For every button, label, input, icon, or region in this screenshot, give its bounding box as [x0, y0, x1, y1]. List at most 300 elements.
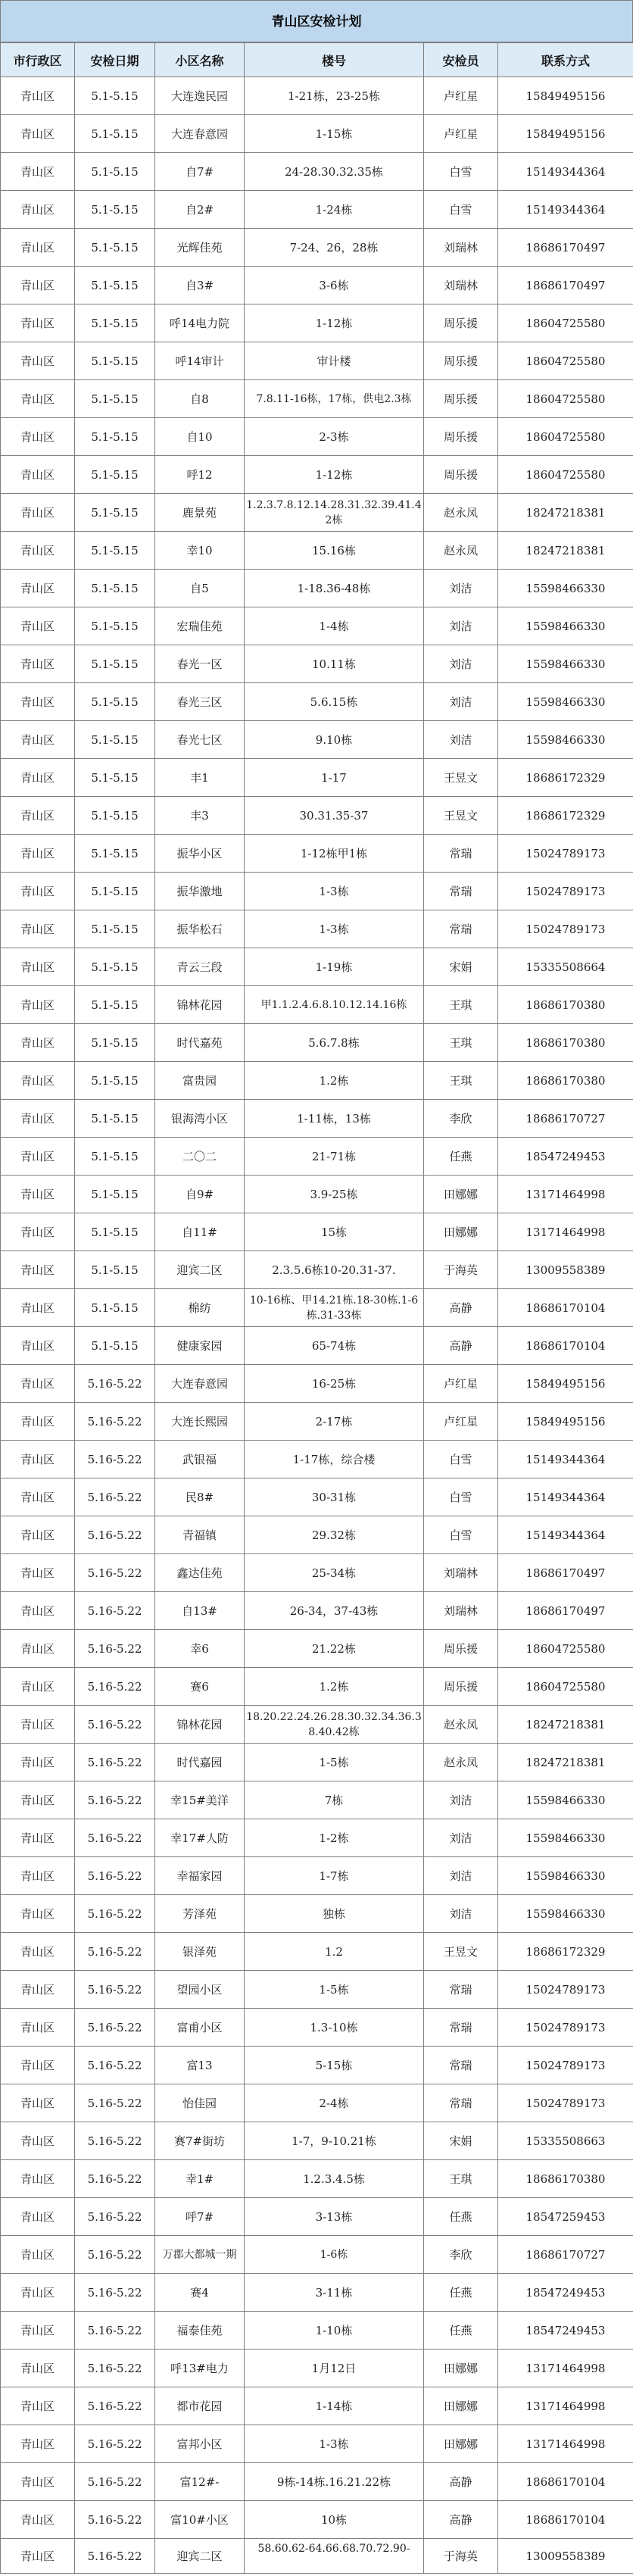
cell-buildings: 7-24、26，28栋 [245, 229, 424, 267]
cell-buildings: 甲1.1.2.4.6.8.10.12.14.16栋 [245, 986, 424, 1024]
cell-contact: 18604725580 [498, 1630, 633, 1668]
cell-date: 5.16-5.22 [75, 1895, 155, 1933]
cell-community: 自3# [155, 267, 245, 304]
cell-inspector: 田娜娜 [424, 1213, 498, 1251]
cell-community: 自8 [155, 380, 245, 418]
cell-inspector: 刘洁 [424, 570, 498, 607]
cell-community: 自13# [155, 1592, 245, 1630]
cell-buildings: 58.60.62-64.66.68.70.72.90- [245, 2539, 424, 2574]
cell-district: 青山区 [1, 1251, 75, 1289]
cell-buildings: 24-28.30.32.35栋 [245, 153, 424, 191]
cell-contact: 13009558389 [498, 1251, 633, 1289]
cell-community: 富邦小区 [155, 2425, 245, 2463]
cell-community: 锦林花园 [155, 1706, 245, 1744]
table-row [1, 115, 633, 153]
cell-inspector: 王昱文 [424, 797, 498, 835]
cell-inspector: 高静 [424, 2501, 498, 2539]
table-row [1, 1327, 633, 1365]
cell-date: 5.1-5.15 [75, 267, 155, 304]
cell-community: 丰1 [155, 759, 245, 797]
cell-community: 幸17#人防 [155, 1819, 245, 1857]
header-community: 小区名称 [155, 43, 245, 77]
cell-community: 鑫达佳苑 [155, 1554, 245, 1592]
cell-contact: 18686170380 [498, 1024, 633, 1062]
cell-contact: 18604725580 [498, 418, 633, 456]
cell-district: 青山区 [1, 2387, 75, 2425]
cell-inspector: 高静 [424, 2463, 498, 2501]
cell-contact: 13171464998 [498, 1213, 633, 1251]
cell-community: 赛6 [155, 1668, 245, 1706]
cell-contact: 15598466330 [498, 1781, 633, 1819]
cell-inspector: 周乐援 [424, 380, 498, 418]
cell-community: 银泽苑 [155, 1933, 245, 1971]
cell-buildings: 1-12栋 [245, 304, 424, 342]
cell-district: 青山区 [1, 1744, 75, 1781]
table-row [1, 229, 633, 267]
cell-district: 青山区 [1, 570, 75, 607]
cell-inspector: 赵永凤 [424, 1744, 498, 1781]
cell-date: 5.16-5.22 [75, 2350, 155, 2387]
cell-district: 青山区 [1, 910, 75, 948]
cell-date: 5.16-5.22 [75, 1706, 155, 1744]
table-row [1, 342, 633, 380]
cell-date: 5.1-5.15 [75, 645, 155, 683]
header-date: 安检日期 [75, 43, 155, 77]
table-row [1, 1024, 633, 1062]
cell-district: 青山区 [1, 2160, 75, 2198]
cell-community: 赛7#街坊 [155, 2122, 245, 2160]
cell-inspector: 刘洁 [424, 1819, 498, 1857]
cell-district: 青山区 [1, 1781, 75, 1819]
cell-date: 5.16-5.22 [75, 1478, 155, 1516]
cell-community: 鹿景苑 [155, 494, 245, 532]
cell-date: 5.1-5.15 [75, 153, 155, 191]
cell-buildings: 65-74栋 [245, 1327, 424, 1365]
cell-community: 呼14审计 [155, 342, 245, 380]
cell-contact: 18247218381 [498, 1744, 633, 1781]
header-buildings: 楼号 [245, 43, 424, 77]
cell-community: 幸10 [155, 532, 245, 570]
cell-date: 5.16-5.22 [75, 2047, 155, 2084]
header-district: 市行政区 [1, 43, 75, 77]
cell-date: 5.16-5.22 [75, 2122, 155, 2160]
cell-date: 5.16-5.22 [75, 1857, 155, 1895]
cell-district: 青山区 [1, 1403, 75, 1441]
cell-inspector: 刘瑞林 [424, 1592, 498, 1630]
cell-community: 振华激地 [155, 873, 245, 910]
sheet-title: 青山区安检计划 [0, 0, 633, 42]
cell-contact: 15598466330 [498, 1819, 633, 1857]
table-row [1, 986, 633, 1024]
cell-community: 春光一区 [155, 645, 245, 683]
cell-district: 青山区 [1, 153, 75, 191]
cell-inspector: 常瑞 [424, 835, 498, 873]
cell-district: 青山区 [1, 607, 75, 645]
cell-inspector: 王琪 [424, 2160, 498, 2198]
cell-date: 5.1-5.15 [75, 986, 155, 1024]
header-contact: 联系方式 [498, 43, 633, 77]
cell-community: 富13 [155, 2047, 245, 2084]
cell-district: 青山区 [1, 77, 75, 115]
table-row [1, 2501, 633, 2539]
cell-inspector: 白雪 [424, 1516, 498, 1554]
cell-community: 迎宾二区 [155, 1251, 245, 1289]
cell-date: 5.1-5.15 [75, 835, 155, 873]
cell-buildings: 7栋 [245, 1781, 424, 1819]
table-row [1, 1251, 633, 1289]
cell-community: 幸福家园 [155, 1857, 245, 1895]
cell-community: 春光三区 [155, 683, 245, 721]
cell-inspector: 常瑞 [424, 910, 498, 948]
cell-contact: 13171464998 [498, 2387, 633, 2425]
cell-district: 青山区 [1, 683, 75, 721]
cell-community: 万郡大都城一期 [155, 2236, 245, 2274]
table-row [1, 532, 633, 570]
cell-district: 青山区 [1, 1100, 75, 1138]
cell-contact: 18604725580 [498, 1668, 633, 1706]
cell-community: 大连春意园 [155, 1365, 245, 1403]
cell-buildings: 9栋-14栋.16.21.22栋 [245, 2463, 424, 2501]
cell-date: 5.1-5.15 [75, 115, 155, 153]
table-row [1, 948, 633, 986]
cell-community: 自7# [155, 153, 245, 191]
cell-contact: 15598466330 [498, 570, 633, 607]
cell-district: 青山区 [1, 2539, 75, 2574]
table-row [1, 1857, 633, 1895]
cell-buildings: 1-18.36-48栋 [245, 570, 424, 607]
cell-inspector: 刘洁 [424, 1895, 498, 1933]
cell-community: 二〇二 [155, 1138, 245, 1176]
table-row [1, 683, 633, 721]
cell-community: 自10 [155, 418, 245, 456]
cell-contact: 13009558389 [498, 2539, 633, 2574]
cell-inspector: 周乐援 [424, 1630, 498, 1668]
cell-inspector: 卢红星 [424, 115, 498, 153]
cell-community: 望园小区 [155, 1971, 245, 2009]
cell-community: 时代嘉苑 [155, 1024, 245, 1062]
cell-buildings: 1.2栋 [245, 1062, 424, 1100]
cell-contact: 18247218381 [498, 1706, 633, 1744]
cell-district: 青山区 [1, 1933, 75, 1971]
cell-district: 青山区 [1, 2312, 75, 2350]
cell-date: 5.1-5.15 [75, 1100, 155, 1138]
table-row [1, 1441, 633, 1478]
cell-district: 青山区 [1, 342, 75, 380]
cell-contact: 13171464998 [498, 2350, 633, 2387]
cell-district: 青山区 [1, 2198, 75, 2236]
cell-community: 丰3 [155, 797, 245, 835]
cell-community: 自9# [155, 1176, 245, 1213]
cell-community: 青云三段 [155, 948, 245, 986]
cell-contact: 18686172329 [498, 759, 633, 797]
cell-district: 青山区 [1, 1138, 75, 1176]
cell-date: 5.1-5.15 [75, 494, 155, 532]
table-row [1, 380, 633, 418]
cell-district: 青山区 [1, 1895, 75, 1933]
cell-date: 5.16-5.22 [75, 1781, 155, 1819]
cell-district: 青山区 [1, 2501, 75, 2539]
cell-inspector: 于海英 [424, 1251, 498, 1289]
cell-buildings: 9.10栋 [245, 721, 424, 759]
table-row [1, 1100, 633, 1138]
cell-district: 青山区 [1, 835, 75, 873]
cell-buildings: 2-3栋 [245, 418, 424, 456]
cell-buildings: 7.8.11-16栋，17栋，供电2.3栋 [245, 380, 424, 418]
table-row [1, 2463, 633, 2501]
cell-date: 5.1-5.15 [75, 342, 155, 380]
cell-contact: 15335508663 [498, 2122, 633, 2160]
table-row [1, 2425, 633, 2463]
table-row [1, 2047, 633, 2084]
cell-buildings: 15.16栋 [245, 532, 424, 570]
cell-inspector: 刘洁 [424, 683, 498, 721]
cell-community: 呼13#电力 [155, 2350, 245, 2387]
cell-date: 5.16-5.22 [75, 2160, 155, 2198]
cell-inspector: 刘洁 [424, 607, 498, 645]
cell-date: 5.1-5.15 [75, 380, 155, 418]
cell-date: 5.16-5.22 [75, 2539, 155, 2574]
cell-community: 自5 [155, 570, 245, 607]
cell-district: 青山区 [1, 1213, 75, 1251]
cell-buildings: 30-31栋 [245, 1478, 424, 1516]
cell-community: 民8# [155, 1478, 245, 1516]
cell-date: 5.16-5.22 [75, 2501, 155, 2539]
cell-inspector: 周乐援 [424, 342, 498, 380]
cell-inspector: 刘瑞林 [424, 229, 498, 267]
cell-district: 青山区 [1, 532, 75, 570]
cell-district: 青山区 [1, 2084, 75, 2122]
cell-inspector: 高静 [424, 1327, 498, 1365]
cell-date: 5.1-5.15 [75, 229, 155, 267]
table-row [1, 1668, 633, 1706]
cell-community: 芳泽苑 [155, 1895, 245, 1933]
cell-buildings: 1.2 [245, 1933, 424, 1971]
cell-date: 5.1-5.15 [75, 304, 155, 342]
cell-district: 青山区 [1, 2274, 75, 2312]
cell-contact: 18547259453 [498, 2198, 633, 2236]
cell-contact: 18686170380 [498, 2160, 633, 2198]
cell-date: 5.1-5.15 [75, 1213, 155, 1251]
cell-inspector: 王昱文 [424, 759, 498, 797]
cell-inspector: 刘洁 [424, 1781, 498, 1819]
cell-date: 5.16-5.22 [75, 2236, 155, 2274]
cell-buildings: 独栋 [245, 1895, 424, 1933]
cell-community: 振华小区 [155, 835, 245, 873]
cell-date: 5.16-5.22 [75, 1365, 155, 1403]
cell-district: 青山区 [1, 2463, 75, 2501]
cell-inspector: 田娜娜 [424, 2425, 498, 2463]
cell-buildings: 1.3-10栋 [245, 2009, 424, 2047]
cell-contact: 18686170727 [498, 1100, 633, 1138]
cell-buildings: 16-25栋 [245, 1365, 424, 1403]
cell-inspector: 王琪 [424, 1024, 498, 1062]
cell-community: 呼7# [155, 2198, 245, 2236]
cell-date: 5.16-5.22 [75, 1971, 155, 2009]
table-row [1, 2198, 633, 2236]
cell-contact: 18686170497 [498, 229, 633, 267]
table-row [1, 1744, 633, 1781]
cell-contact: 15598466330 [498, 683, 633, 721]
cell-date: 5.16-5.22 [75, 1630, 155, 1668]
cell-community: 富贵园 [155, 1062, 245, 1100]
cell-inspector: 周乐援 [424, 418, 498, 456]
cell-buildings: 2.3.5.6栋10-20.31-37. [245, 1251, 424, 1289]
cell-buildings: 5.6.7.8栋 [245, 1024, 424, 1062]
table-row [1, 1630, 633, 1668]
cell-community: 宏瑞佳苑 [155, 607, 245, 645]
cell-district: 青山区 [1, 115, 75, 153]
cell-date: 5.1-5.15 [75, 1289, 155, 1327]
cell-date: 5.16-5.22 [75, 1441, 155, 1478]
cell-date: 5.1-5.15 [75, 683, 155, 721]
cell-date: 5.16-5.22 [75, 2425, 155, 2463]
cell-buildings: 10栋 [245, 2501, 424, 2539]
table-row [1, 2009, 633, 2047]
cell-buildings: 3.9-25栋 [245, 1176, 424, 1213]
cell-district: 青山区 [1, 1478, 75, 1516]
cell-district: 青山区 [1, 2350, 75, 2387]
table-row [1, 2084, 633, 2122]
cell-district: 青山区 [1, 2236, 75, 2274]
cell-contact: 18686172329 [498, 1933, 633, 1971]
cell-date: 5.1-5.15 [75, 418, 155, 456]
cell-date: 5.1-5.15 [75, 948, 155, 986]
cell-community: 呼14电力院 [155, 304, 245, 342]
table-row [1, 835, 633, 873]
cell-community: 幸15#美洋 [155, 1781, 245, 1819]
cell-contact: 15149344364 [498, 1441, 633, 1478]
cell-buildings: 26-34，37-43栋 [245, 1592, 424, 1630]
cell-buildings: 1-19栋 [245, 948, 424, 986]
cell-district: 青山区 [1, 1819, 75, 1857]
cell-community: 富12#- [155, 2463, 245, 2501]
cell-contact: 15024789173 [498, 2084, 633, 2122]
cell-contact: 15024789173 [498, 835, 633, 873]
inspection-plan-table [0, 42, 633, 2574]
table-row [1, 1289, 633, 1327]
cell-contact: 18686170104 [498, 1327, 633, 1365]
cell-date: 5.1-5.15 [75, 873, 155, 910]
cell-contact: 18686170497 [498, 267, 633, 304]
cell-inspector: 刘瑞林 [424, 1554, 498, 1592]
table-row [1, 607, 633, 645]
cell-buildings: 1-17栋，综合楼 [245, 1441, 424, 1478]
cell-district: 青山区 [1, 1630, 75, 1668]
table-row [1, 721, 633, 759]
cell-date: 5.1-5.15 [75, 77, 155, 115]
cell-district: 青山区 [1, 1516, 75, 1554]
cell-date: 5.1-5.15 [75, 721, 155, 759]
cell-buildings: 18.20.22.24.26.28.30.32.34.36.38.40.42栋 [245, 1706, 424, 1744]
cell-contact: 15598466330 [498, 721, 633, 759]
cell-contact: 15024789173 [498, 1971, 633, 2009]
cell-contact: 18604725580 [498, 304, 633, 342]
cell-contact: 18547249453 [498, 2312, 633, 2350]
table-row [1, 1895, 633, 1933]
cell-date: 5.16-5.22 [75, 1744, 155, 1781]
cell-contact: 18604725580 [498, 342, 633, 380]
cell-district: 青山区 [1, 645, 75, 683]
table-row [1, 645, 633, 683]
cell-community: 自11# [155, 1213, 245, 1251]
cell-buildings: 15栋 [245, 1213, 424, 1251]
cell-district: 青山区 [1, 229, 75, 267]
table-row [1, 1516, 633, 1554]
cell-buildings: 1-14栋 [245, 2387, 424, 2425]
cell-inspector: 刘洁 [424, 1857, 498, 1895]
cell-buildings: 1-7，9-10.21栋 [245, 2122, 424, 2160]
cell-inspector: 常瑞 [424, 2009, 498, 2047]
cell-inspector: 白雪 [424, 153, 498, 191]
cell-inspector: 任燕 [424, 2274, 498, 2312]
cell-buildings: 1-4栋 [245, 607, 424, 645]
cell-district: 青山区 [1, 1289, 75, 1327]
cell-community: 自2# [155, 191, 245, 229]
cell-buildings: 1-12栋甲1栋 [245, 835, 424, 873]
cell-district: 青山区 [1, 1062, 75, 1100]
cell-contact: 18686170497 [498, 1592, 633, 1630]
table-row [1, 267, 633, 304]
cell-district: 青山区 [1, 1024, 75, 1062]
cell-buildings: 30.31.35-37 [245, 797, 424, 835]
cell-inspector: 李欣 [424, 2236, 498, 2274]
cell-contact: 18604725580 [498, 456, 633, 494]
table-row [1, 153, 633, 191]
cell-community: 大连长熙园 [155, 1403, 245, 1441]
cell-buildings: 1-10栋 [245, 2312, 424, 2350]
cell-date: 5.16-5.22 [75, 2198, 155, 2236]
table-row [1, 2160, 633, 2198]
cell-inspector: 卢红星 [424, 1365, 498, 1403]
table-row [1, 2350, 633, 2387]
table-row [1, 456, 633, 494]
table-row [1, 1971, 633, 2009]
cell-buildings: 5.6.15栋 [245, 683, 424, 721]
cell-buildings: 3-13栋 [245, 2198, 424, 2236]
table-row [1, 2236, 633, 2274]
cell-contact: 15598466330 [498, 645, 633, 683]
cell-contact: 15024789173 [498, 2047, 633, 2084]
cell-contact: 18547249453 [498, 2274, 633, 2312]
cell-inspector: 周乐援 [424, 456, 498, 494]
cell-inspector: 李欣 [424, 1100, 498, 1138]
cell-community: 青福镇 [155, 1516, 245, 1554]
cell-date: 5.16-5.22 [75, 1668, 155, 1706]
table-row [1, 2387, 633, 2425]
cell-district: 青山区 [1, 1441, 75, 1478]
cell-district: 青山区 [1, 1857, 75, 1895]
cell-community: 富甫小区 [155, 2009, 245, 2047]
cell-community: 健康家园 [155, 1327, 245, 1365]
cell-contact: 15149344364 [498, 1516, 633, 1554]
cell-inspector: 周乐援 [424, 1668, 498, 1706]
cell-buildings: 1-7栋 [245, 1857, 424, 1895]
cell-community: 大连逸民园 [155, 77, 245, 115]
table-row [1, 1819, 633, 1857]
cell-community: 怡佳园 [155, 2084, 245, 2122]
cell-date: 5.1-5.15 [75, 607, 155, 645]
cell-date: 5.16-5.22 [75, 1516, 155, 1554]
cell-inspector: 田娜娜 [424, 2350, 498, 2387]
cell-date: 5.1-5.15 [75, 1062, 155, 1100]
cell-district: 青山区 [1, 2122, 75, 2160]
cell-date: 5.1-5.15 [75, 570, 155, 607]
table-row [1, 1213, 633, 1251]
cell-inspector: 赵永凤 [424, 494, 498, 532]
table-row [1, 304, 633, 342]
cell-inspector: 卢红星 [424, 77, 498, 115]
cell-contact: 15849495156 [498, 115, 633, 153]
